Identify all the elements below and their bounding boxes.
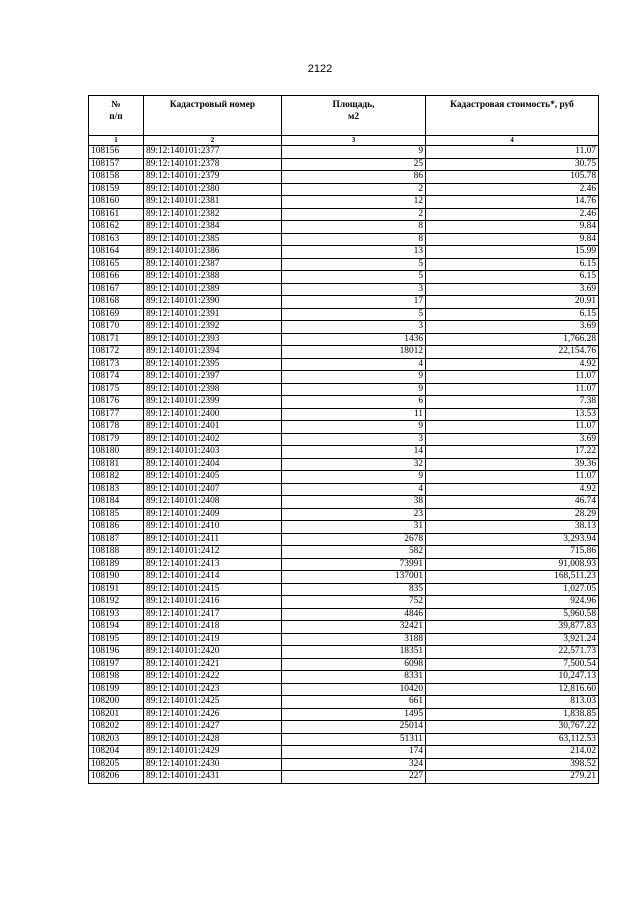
header-cadastral-cost: Кадастровая стоимость*, руб: [426, 96, 599, 136]
row-index: 108205: [89, 758, 144, 771]
cost-value: 39.36: [426, 458, 599, 471]
cost-value: 14.76: [426, 196, 599, 209]
table-row: [89, 658, 599, 671]
cost-value: 1,838.85: [426, 708, 599, 721]
table-row: [89, 721, 599, 734]
cost-value: 22,571.73: [426, 646, 599, 659]
cost-value: 279.21: [426, 771, 599, 784]
cost-value: 28.29: [426, 508, 599, 521]
table-row: [89, 571, 599, 584]
area-value: 9: [282, 471, 426, 484]
cost-value: 91,008.93: [426, 558, 599, 571]
table-row: [89, 671, 599, 684]
area-value: 23: [282, 508, 426, 521]
cost-value: 3.69: [426, 283, 599, 296]
row-index: 108177: [89, 408, 144, 421]
table-row: [89, 646, 599, 659]
area-value: 86: [282, 171, 426, 184]
table-row: [89, 546, 599, 559]
row-index: 108190: [89, 571, 144, 584]
row-index: 108179: [89, 433, 144, 446]
row-index: 108187: [89, 533, 144, 546]
row-index: 108191: [89, 583, 144, 596]
cost-value: 3,293.94: [426, 533, 599, 546]
table-row: [89, 258, 599, 271]
cost-value: 4.92: [426, 483, 599, 496]
table-row: [89, 246, 599, 259]
row-index: 108199: [89, 683, 144, 696]
area-value: 2678: [282, 533, 426, 546]
area-value: 3: [282, 433, 426, 446]
cadastral-number: 89:12:140101:2405: [144, 471, 282, 484]
area-value: 324: [282, 758, 426, 771]
table-row: [89, 158, 599, 171]
table-row: [89, 396, 599, 409]
row-index: 108181: [89, 458, 144, 471]
area-value: 1495: [282, 708, 426, 721]
table-row: [89, 333, 599, 346]
table-row: [89, 583, 599, 596]
area-value: 8: [282, 221, 426, 234]
table-row: [89, 346, 599, 359]
row-index: 108186: [89, 521, 144, 534]
area-value: 4: [282, 483, 426, 496]
cadastral-number: 89:12:140101:2408: [144, 496, 282, 509]
table-row: [89, 596, 599, 609]
cost-value: 22,154.76: [426, 346, 599, 359]
cadastral-number: 89:12:140101:2382: [144, 208, 282, 221]
cost-value: 6.15: [426, 271, 599, 284]
cadastral-number: 89:12:140101:2401: [144, 421, 282, 434]
row-index: 108156: [89, 146, 144, 159]
table-row: [89, 483, 599, 496]
column-number: 3: [282, 136, 426, 146]
table-row: [89, 608, 599, 621]
table-row: [89, 733, 599, 746]
cadastral-number: 89:12:140101:2388: [144, 271, 282, 284]
cost-value: 105.78: [426, 171, 599, 184]
area-value: 582: [282, 546, 426, 559]
area-value: 9: [282, 371, 426, 384]
area-value: 9: [282, 383, 426, 396]
page-number: 2122: [307, 63, 333, 75]
cost-value: 46.74: [426, 496, 599, 509]
table-row: [89, 221, 599, 234]
cadastral-number: 89:12:140101:2379: [144, 171, 282, 184]
row-index: 108157: [89, 158, 144, 171]
row-index: 108206: [89, 771, 144, 784]
cost-value: 15.99: [426, 246, 599, 259]
row-index: 108170: [89, 321, 144, 334]
area-value: 11: [282, 408, 426, 421]
table-row: [89, 758, 599, 771]
area-value: 3: [282, 321, 426, 334]
cost-value: 6.15: [426, 258, 599, 271]
row-index: 108169: [89, 308, 144, 321]
cadastral-number: 89:12:140101:2427: [144, 721, 282, 734]
table-row: [89, 746, 599, 759]
row-index: 108189: [89, 558, 144, 571]
cadastral-number: 89:12:140101:2392: [144, 321, 282, 334]
area-value: 12: [282, 196, 426, 209]
cost-value: 63,112.53: [426, 733, 599, 746]
cadastral-number: 89:12:140101:2381: [144, 196, 282, 209]
cost-value: 11.07: [426, 383, 599, 396]
row-index: 108165: [89, 258, 144, 271]
row-index: 108198: [89, 671, 144, 684]
table-row: [89, 621, 599, 634]
area-value: 3188: [282, 633, 426, 646]
table-row: [89, 383, 599, 396]
cost-value: 2.46: [426, 208, 599, 221]
table-row: [89, 208, 599, 221]
cost-value: 11.07: [426, 146, 599, 159]
cadastral-number: 89:12:140101:2430: [144, 758, 282, 771]
row-index: 108166: [89, 271, 144, 284]
table-row: [89, 171, 599, 184]
cost-value: 12,816.60: [426, 683, 599, 696]
row-index: 108192: [89, 596, 144, 609]
area-value: 1436: [282, 333, 426, 346]
area-value: 9: [282, 421, 426, 434]
row-index: 108184: [89, 496, 144, 509]
area-value: 2: [282, 183, 426, 196]
cost-value: 11.07: [426, 421, 599, 434]
table-row: [89, 371, 599, 384]
cost-value: 3.69: [426, 321, 599, 334]
area-value: 13: [282, 246, 426, 259]
cadastral-number: 89:12:140101:2418: [144, 621, 282, 634]
area-value: 8331: [282, 671, 426, 684]
row-index: 108163: [89, 233, 144, 246]
cadastral-number: 89:12:140101:2387: [144, 258, 282, 271]
row-index: 108185: [89, 508, 144, 521]
row-index: 108196: [89, 646, 144, 659]
area-value: 25: [282, 158, 426, 171]
cadastral-number: 89:12:140101:2399: [144, 396, 282, 409]
cadastral-table: [88, 95, 599, 784]
table-row: [89, 183, 599, 196]
cadastral-number: 89:12:140101:2412: [144, 546, 282, 559]
area-value: 17: [282, 296, 426, 309]
table-row: [89, 558, 599, 571]
table-row: [89, 233, 599, 246]
table-row: [89, 296, 599, 309]
row-index: 108162: [89, 221, 144, 234]
row-index: 108193: [89, 608, 144, 621]
cadastral-number: 89:12:140101:2380: [144, 183, 282, 196]
area-value: 661: [282, 696, 426, 709]
cost-value: 1,027.05: [426, 583, 599, 596]
cadastral-number: 89:12:140101:2400: [144, 408, 282, 421]
cost-value: 9.84: [426, 221, 599, 234]
row-index: 108158: [89, 171, 144, 184]
cost-value: 3.69: [426, 433, 599, 446]
header-index: [89, 96, 144, 136]
cost-value: 11.07: [426, 471, 599, 484]
row-index: 108203: [89, 733, 144, 746]
column-number: 1: [89, 136, 144, 146]
row-index: 108159: [89, 183, 144, 196]
table-row: [89, 496, 599, 509]
table-row: [89, 408, 599, 421]
area-value: 4: [282, 358, 426, 371]
row-index: 108172: [89, 346, 144, 359]
cadastral-number: 89:12:140101:2398: [144, 383, 282, 396]
cadastral-number: 89:12:140101:2402: [144, 433, 282, 446]
cadastral-number: 89:12:140101:2386: [144, 246, 282, 259]
row-index: 108176: [89, 396, 144, 409]
row-index: 108195: [89, 633, 144, 646]
row-index: 108200: [89, 696, 144, 709]
cadastral-number: 89:12:140101:2420: [144, 646, 282, 659]
header-index-symbol: №: [111, 100, 121, 110]
cost-value: 30.75: [426, 158, 599, 171]
row-index: 108164: [89, 246, 144, 259]
area-value: 4846: [282, 608, 426, 621]
area-value: 9: [282, 146, 426, 159]
column-number-row: [89, 136, 599, 146]
area-value: 5: [282, 271, 426, 284]
cost-value: 715.86: [426, 546, 599, 559]
cadastral-number: 89:12:140101:2414: [144, 571, 282, 584]
row-index: 108201: [89, 708, 144, 721]
area-value: 137001: [282, 571, 426, 584]
table-row: [89, 508, 599, 521]
table-row: [89, 196, 599, 209]
row-index: 108174: [89, 371, 144, 384]
cadastral-number: 89:12:140101:2413: [144, 558, 282, 571]
table-header: [89, 96, 599, 146]
table-row: [89, 458, 599, 471]
row-index: 108168: [89, 296, 144, 309]
column-number: 4: [426, 136, 599, 146]
table-row: [89, 708, 599, 721]
cadastral-number: 89:12:140101:2378: [144, 158, 282, 171]
cost-value: 4.92: [426, 358, 599, 371]
header-area: [282, 96, 426, 136]
area-value: 38: [282, 496, 426, 509]
area-value: 31: [282, 521, 426, 534]
area-value: 5: [282, 308, 426, 321]
row-index: 108161: [89, 208, 144, 221]
table-row: [89, 421, 599, 434]
cost-value: 20.91: [426, 296, 599, 309]
cost-value: 2.46: [426, 183, 599, 196]
area-value: 752: [282, 596, 426, 609]
cost-value: 38.13: [426, 521, 599, 534]
area-value: 73991: [282, 558, 426, 571]
cadastral-number: 89:12:140101:2389: [144, 283, 282, 296]
area-value: 3: [282, 283, 426, 296]
header-index-abbrev: п/п: [109, 112, 123, 122]
area-value: 5: [282, 258, 426, 271]
row-index: 108171: [89, 333, 144, 346]
table-row: [89, 321, 599, 334]
cost-value: 13.53: [426, 408, 599, 421]
table-row: [89, 533, 599, 546]
cost-value: 813.03: [426, 696, 599, 709]
cost-value: 924.96: [426, 596, 599, 609]
cadastral-number: 89:12:140101:2416: [144, 596, 282, 609]
row-index: 108204: [89, 746, 144, 759]
cadastral-number: 89:12:140101:2429: [144, 746, 282, 759]
table-row: [89, 283, 599, 296]
cadastral-number: 89:12:140101:2421: [144, 658, 282, 671]
cadastral-number: 89:12:140101:2390: [144, 296, 282, 309]
cadastral-number: 89:12:140101:2423: [144, 683, 282, 696]
table-row: [89, 446, 599, 459]
cadastral-number: 89:12:140101:2428: [144, 733, 282, 746]
table-row: [89, 683, 599, 696]
cadastral-number: 89:12:140101:2391: [144, 308, 282, 321]
area-value: 2: [282, 208, 426, 221]
table-row: [89, 358, 599, 371]
row-index: 108194: [89, 621, 144, 634]
row-index: 108202: [89, 721, 144, 734]
cadastral-number: 89:12:140101:2417: [144, 608, 282, 621]
table-row: [89, 771, 599, 784]
area-value: 51311: [282, 733, 426, 746]
area-value: 32: [282, 458, 426, 471]
cost-value: 6.15: [426, 308, 599, 321]
row-index: 108173: [89, 358, 144, 371]
cost-value: 39,877.83: [426, 621, 599, 634]
row-index: 108188: [89, 546, 144, 559]
cost-value: 17.22: [426, 446, 599, 459]
cost-value: 3,921.24: [426, 633, 599, 646]
table-row: [89, 146, 599, 159]
cost-value: 5,960.58: [426, 608, 599, 621]
table-row: [89, 271, 599, 284]
table-row: [89, 308, 599, 321]
area-value: 14: [282, 446, 426, 459]
area-value: 6: [282, 396, 426, 409]
cost-value: 7.38: [426, 396, 599, 409]
cadastral-number: 89:12:140101:2384: [144, 221, 282, 234]
cost-value: 30,767.22: [426, 721, 599, 734]
cadastral-number: 89:12:140101:2397: [144, 371, 282, 384]
cadastral-number: 89:12:140101:2426: [144, 708, 282, 721]
area-value: 227: [282, 771, 426, 784]
cadastral-number: 89:12:140101:2385: [144, 233, 282, 246]
area-value: 6098: [282, 658, 426, 671]
area-value: 18012: [282, 346, 426, 359]
area-value: 174: [282, 746, 426, 759]
table-body: [89, 146, 599, 784]
column-number: 2: [144, 136, 282, 146]
area-value: 10420: [282, 683, 426, 696]
row-index: 108197: [89, 658, 144, 671]
area-value: 25014: [282, 721, 426, 734]
row-index: 108182: [89, 471, 144, 484]
cadastral-number: 89:12:140101:2393: [144, 333, 282, 346]
cadastral-number: 89:12:140101:2394: [144, 346, 282, 359]
cost-value: 9.84: [426, 233, 599, 246]
header-area-unit: м2: [347, 112, 360, 122]
cadastral-number: 89:12:140101:2425: [144, 696, 282, 709]
cost-value: 398.52: [426, 758, 599, 771]
header-cadastral-number: Кадастровый номер: [144, 96, 282, 136]
row-index: 108178: [89, 421, 144, 434]
table-row: [89, 471, 599, 484]
cadastral-number: 89:12:140101:2431: [144, 771, 282, 784]
cost-value: 214.02: [426, 746, 599, 759]
area-value: 18351: [282, 646, 426, 659]
cadastral-number: 89:12:140101:2411: [144, 533, 282, 546]
header-area-label: Площадь,: [332, 100, 375, 110]
table-row: [89, 696, 599, 709]
cadastral-number: 89:12:140101:2404: [144, 458, 282, 471]
table-row: [89, 521, 599, 534]
cadastral-number: 89:12:140101:2409: [144, 508, 282, 521]
cadastral-number: 89:12:140101:2410: [144, 521, 282, 534]
area-value: 32421: [282, 621, 426, 634]
cadastral-number: 89:12:140101:2377: [144, 146, 282, 159]
cadastral-number: 89:12:140101:2403: [144, 446, 282, 459]
cost-value: 7,500.54: [426, 658, 599, 671]
cost-value: 1,766.28: [426, 333, 599, 346]
table-row: [89, 433, 599, 446]
table-row: [89, 633, 599, 646]
row-index: 108175: [89, 383, 144, 396]
cadastral-number: 89:12:140101:2419: [144, 633, 282, 646]
cadastral-number: 89:12:140101:2407: [144, 483, 282, 496]
cadastral-number: 89:12:140101:2395: [144, 358, 282, 371]
row-index: 108180: [89, 446, 144, 459]
header-row: [89, 96, 599, 136]
cost-value: 10,247.13: [426, 671, 599, 684]
area-value: 835: [282, 583, 426, 596]
cost-value: 11.07: [426, 371, 599, 384]
row-index: 108167: [89, 283, 144, 296]
row-index: 108160: [89, 196, 144, 209]
cadastral-number: 89:12:140101:2415: [144, 583, 282, 596]
cost-value: 168,511.23: [426, 571, 599, 584]
row-index: 108183: [89, 483, 144, 496]
cadastral-number: 89:12:140101:2422: [144, 671, 282, 684]
area-value: 8: [282, 233, 426, 246]
